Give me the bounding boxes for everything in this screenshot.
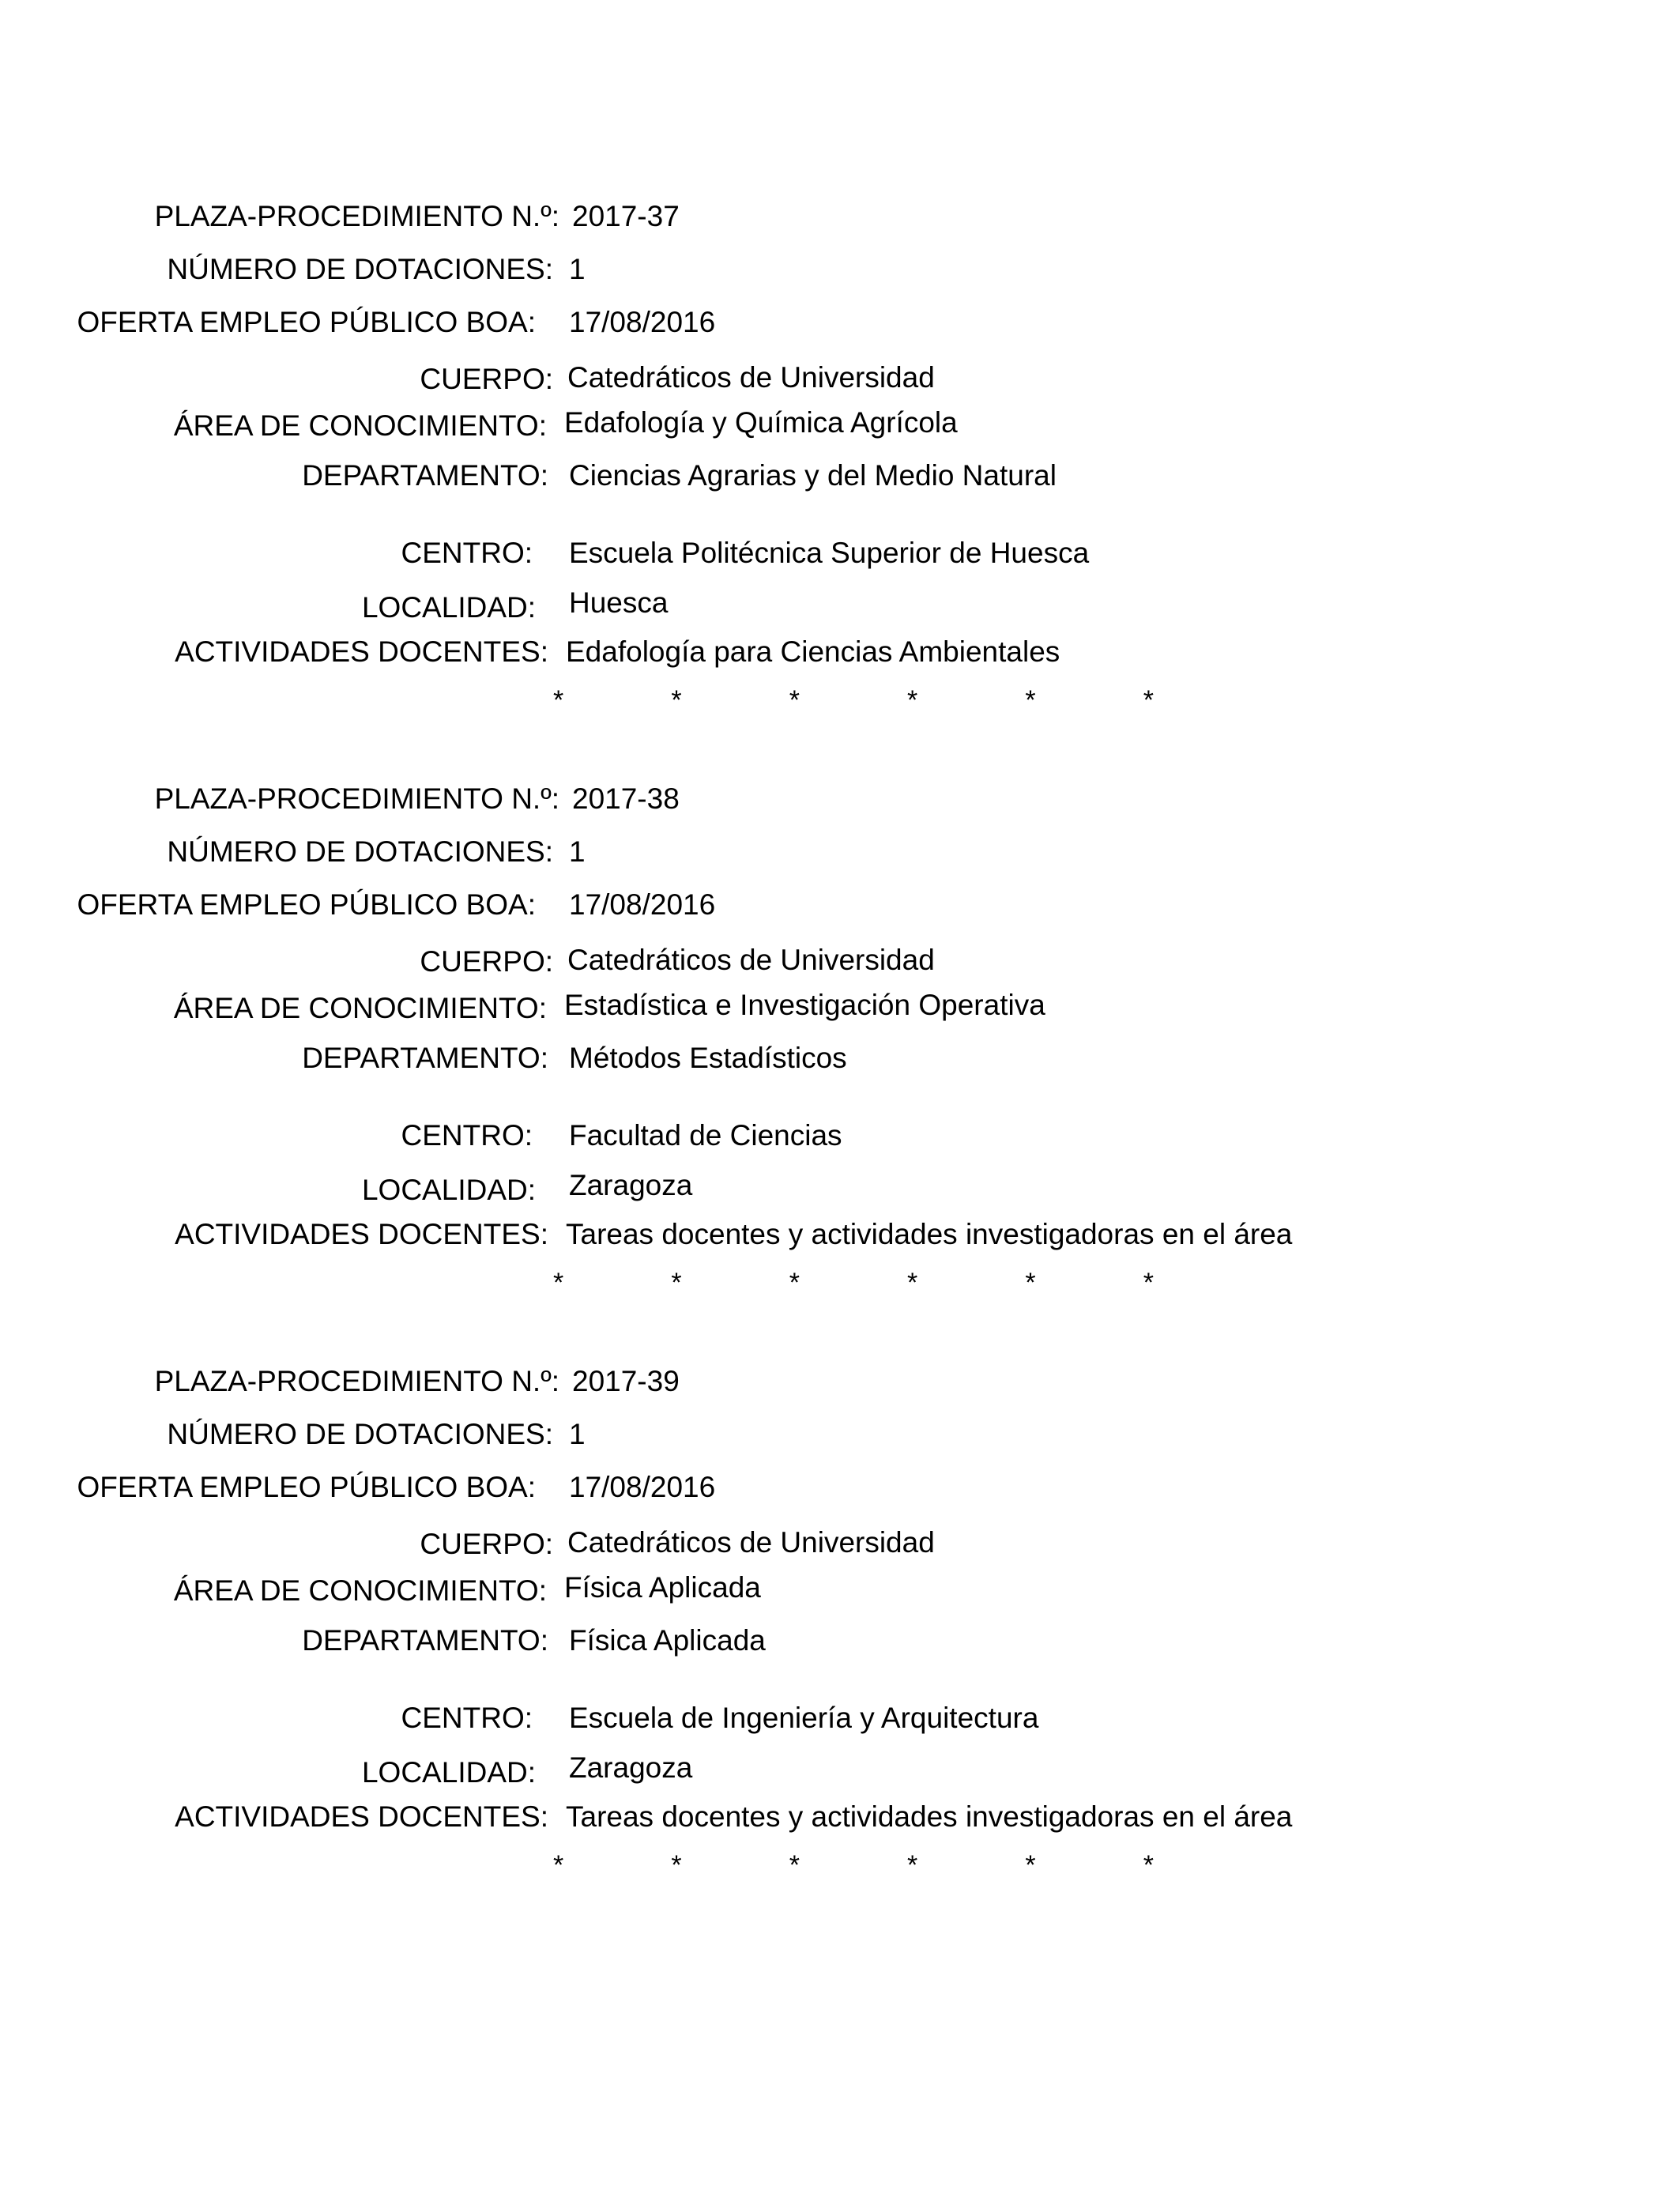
plaza-block-extra [0, 0, 1680, 715]
separator-star: * [671, 1850, 682, 1880]
area-value: Estadística e Investigación Operativa [564, 989, 1045, 1021]
plaza-block-extra [0, 1165, 1680, 1880]
cuerpo-label: CUERPO: [420, 363, 553, 395]
localidad-label: LOCALIDAD: [361, 1174, 536, 1206]
separator-star: * [671, 685, 682, 715]
plaza-value: 2017-37 [572, 200, 680, 232]
oferta-label: OFERTA EMPLEO PÚBLICO BOA: [77, 888, 536, 921]
separator-star: * [1143, 1850, 1154, 1880]
actividades-value: Tareas docentes y actividades investigadoras en el área [566, 1800, 1293, 1833]
cuerpo-value: Catedráticos de Universidad [567, 1526, 935, 1559]
cuerpo-label: CUERPO: [420, 945, 553, 978]
separator-star: * [1025, 685, 1036, 715]
dotaciones-value: 1 [569, 1418, 586, 1450]
oferta-value: 17/08/2016 [569, 1471, 716, 1503]
plaza-value: 2017-39 [572, 1365, 680, 1397]
separator-star: * [1143, 685, 1154, 715]
actividades-label: ACTIVIDADES DOCENTES: [175, 635, 548, 668]
cuerpo-label: CUERPO: [420, 1528, 553, 1560]
separator-star: * [789, 1850, 800, 1880]
actividades-label: ACTIVIDADES DOCENTES: [175, 1218, 548, 1250]
dotaciones-value: 1 [569, 835, 586, 868]
departamento-value: Métodos Estadísticos [569, 1042, 847, 1074]
localidad-value: Huesca [569, 586, 669, 619]
cuerpo-value: Catedráticos de Universidad [567, 944, 935, 976]
separator-star: * [1143, 1268, 1154, 1298]
separator [553, 1848, 1154, 1883]
plaza-label: PLAZA-PROCEDIMIENTO N.º: [154, 200, 559, 232]
separator-star: * [1025, 1268, 1036, 1298]
area-value: Edafología y Química Agrícola [564, 406, 958, 439]
separator-star: * [907, 1850, 918, 1880]
centro-label: CENTRO: [401, 1119, 533, 1152]
separator-star: * [1025, 1850, 1036, 1880]
plaza-block-extra [0, 582, 1680, 1298]
oferta-label: OFERTA EMPLEO PÚBLICO BOA: [77, 1471, 536, 1503]
separator-star: * [553, 1268, 564, 1298]
separator-star: * [789, 685, 800, 715]
centro-value: Escuela de Ingeniería y Arquitectura [569, 1702, 1039, 1734]
oferta-value: 17/08/2016 [569, 888, 716, 921]
dotaciones-label: NÚMERO DE DOTACIONES: [167, 835, 553, 868]
localidad-value: Zaragoza [569, 1751, 693, 1784]
separator-star: * [789, 1268, 800, 1298]
centro-value: Facultad de Ciencias [569, 1119, 842, 1152]
separator-star: * [553, 685, 564, 715]
localidad-label: LOCALIDAD: [361, 591, 536, 624]
localidad-label: LOCALIDAD: [361, 1756, 536, 1789]
departamento-label: DEPARTAMENTO: [302, 1042, 548, 1074]
departamento-label: DEPARTAMENTO: [302, 459, 548, 492]
departamento-value: Ciencias Agrarias y del Medio Natural [569, 459, 1057, 492]
area-label: ÁREA DE CONOCIMIENTO: [173, 1574, 547, 1607]
area-value: Física Aplicada [564, 1571, 761, 1604]
cuerpo-value: Catedráticos de Universidad [567, 361, 935, 394]
oferta-value: 17/08/2016 [569, 306, 716, 338]
centro-label: CENTRO: [401, 1702, 533, 1734]
area-label: ÁREA DE CONOCIMIENTO: [173, 409, 547, 442]
plaza-label: PLAZA-PROCEDIMIENTO N.º: [154, 782, 559, 815]
area-label: ÁREA DE CONOCIMIENTO: [173, 992, 547, 1024]
dotaciones-label: NÚMERO DE DOTACIONES: [167, 253, 553, 285]
plaza-value: 2017-38 [572, 782, 680, 815]
dotaciones-label: NÚMERO DE DOTACIONES: [167, 1418, 553, 1450]
actividades-value: Edafología para Ciencias Ambientales [566, 635, 1060, 668]
plaza-label: PLAZA-PROCEDIMIENTO N.º: [154, 1365, 559, 1397]
centro-label: CENTRO: [401, 537, 533, 569]
centro-value: Escuela Politécnica Superior de Huesca [569, 537, 1090, 569]
separator-star: * [553, 1850, 564, 1880]
separator-star: * [671, 1268, 682, 1298]
actividades-value: Tareas docentes y actividades investigadoras en el área [566, 1218, 1293, 1250]
localidad-value: Zaragoza [569, 1169, 693, 1201]
actividades-label: ACTIVIDADES DOCENTES: [175, 1800, 548, 1833]
separator-star: * [907, 1268, 918, 1298]
departamento-label: DEPARTAMENTO: [302, 1624, 548, 1657]
departamento-value: Física Aplicada [569, 1624, 766, 1657]
separator-star: * [907, 685, 918, 715]
oferta-label: OFERTA EMPLEO PÚBLICO BOA: [77, 306, 536, 338]
dotaciones-value: 1 [569, 253, 586, 285]
